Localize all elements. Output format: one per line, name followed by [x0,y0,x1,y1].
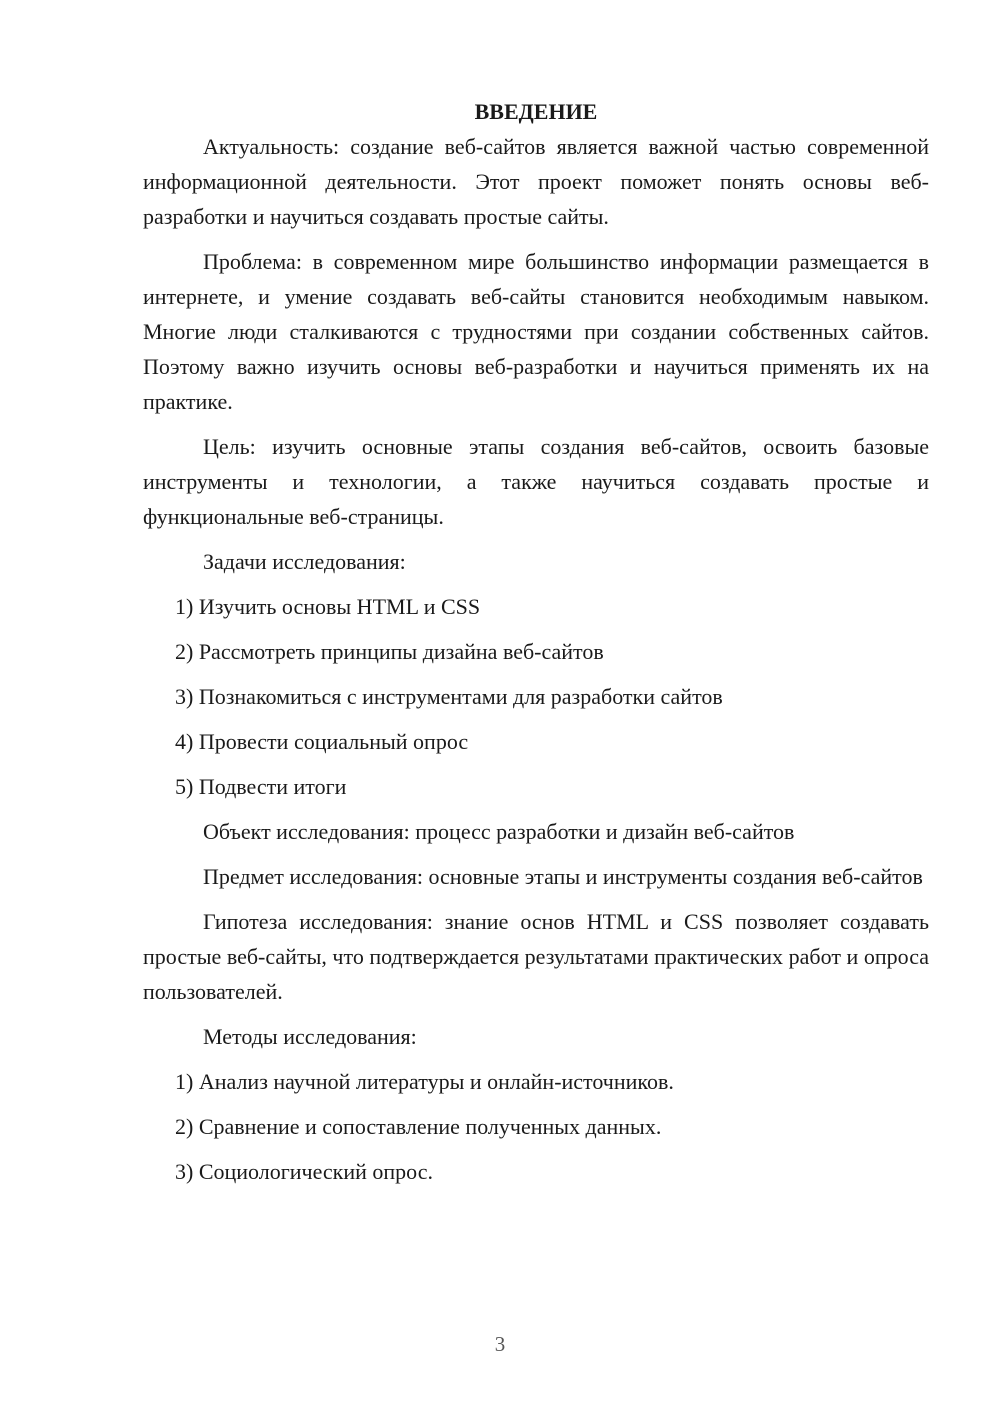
list-item: 3) Познакомиться с инструментами для разработки сайтов [175,684,723,709]
tasks-list [143,589,929,804]
paragraph-goal: Цель: изучить основные этапы создания веб-сайтов, освоить базовые инструменты и технологии, а также научиться создавать простые и функциональные веб-страницы. [143,434,929,529]
list-item: 3) Социологический опрос. [175,1159,433,1184]
list-item: 5) Подвести итоги [175,774,347,799]
tasks-heading: Задачи исследования: [203,549,406,574]
paragraph-subject: Предмет исследования: основные этапы и инструменты создания веб-сайтов [203,864,923,889]
page-title: ВВЕДЕНИЕ [474,99,598,124]
methods-list [143,1064,929,1189]
methods-heading: Методы исследования: [203,1024,417,1049]
list-item: 1) Анализ научной литературы и онлайн-источников. [175,1069,674,1094]
list-item: 1) Изучить основы HTML и CSS [175,594,481,619]
list-item: 4) Провести социальный опрос [175,729,469,754]
paragraph-hypothesis: Гипотеза исследования: знание основ HTML и CSS позволяет создавать простые веб-сайты, что подтверждается результатами практических работ и опроса пользователей. [143,909,929,1004]
paragraph-problem: Проблема: в современном мире большинство информации размещается в интернете, и умение создавать веб-сайты становится необходимым навыком. Многие люди сталкиваются с трудностями при создании собственных сайтов. Поэтому важно изучить основы веб-разработки и научиться применять их на практике. [143,249,929,414]
page-number: 3 [494,1332,506,1356]
document-page [143,94,929,1199]
paragraph-object: Объект исследования: процесс разработки и дизайн веб-сайтов [203,819,795,844]
paragraph-relevance: Актуальность: создание веб-сайтов является важной частью современной информационной деятельности. Этот проект поможет понять основы веб-разработки и научиться создавать простые сайты. [143,134,929,229]
list-item: 2) Рассмотреть принципы дизайна веб-сайтов [175,639,604,664]
list-item: 2) Сравнение и сопоставление полученных данных. [175,1114,662,1139]
